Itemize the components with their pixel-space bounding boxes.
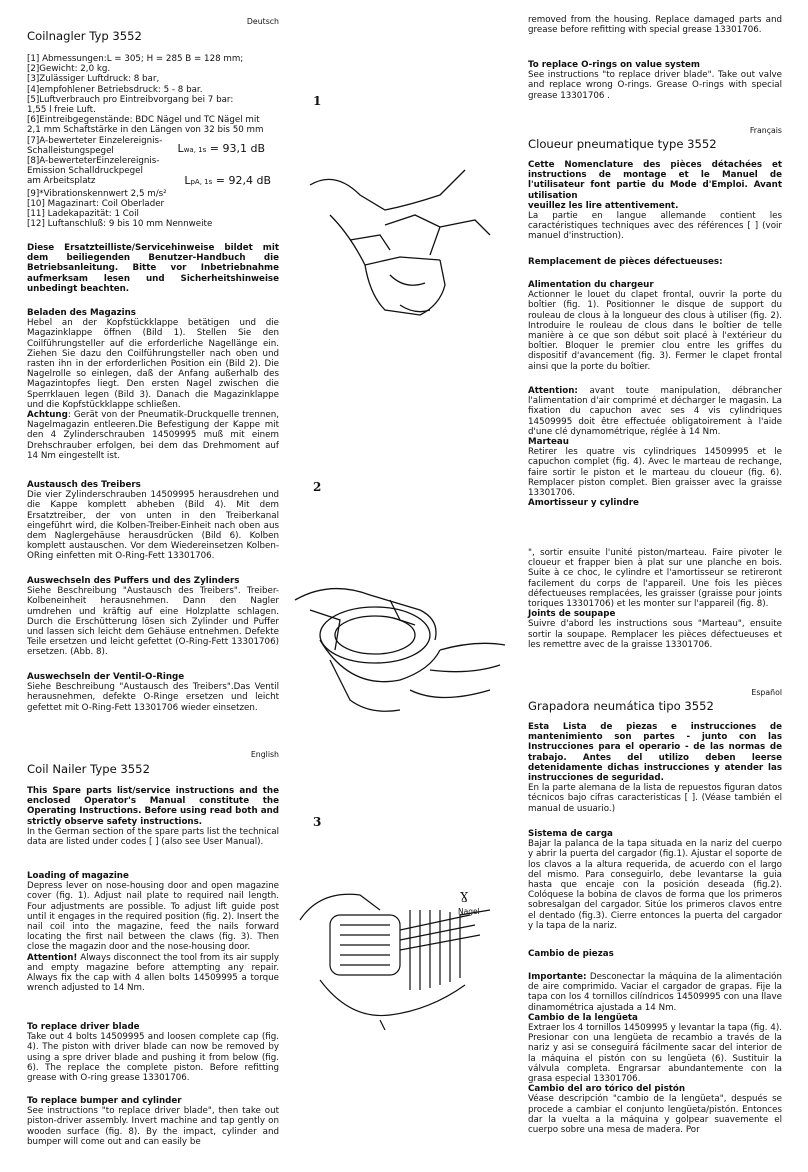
para-es-2: Desconectar la máquina de la alimentación de aire comprimido. Vaciar el cargador de grapas. Fije la tapa con los 4 tornillos cilíndricos 14509995 con una llave dinamométrica ajustada a 14 Nm. bbox=[528, 972, 782, 1013]
para-es-1: Bajar la palanca de la tapa situada en la nariz del cuerpo y abrir la puerta del cargador (fig.1). Ajustar el soporte de los clavos a la altura requerida, de acuerdo con el largo del mismo. Para conseguirlo, debe levantarse la guia hasta que encaje con la posición deseada (fig.2). Colóquese la bobina de clavos de forma que los primeros sobresalgan del cargador. Sitúe los primeros clavos entre el dentado (fig.3). Cierre entonces la puerta del cargador y la tapa de la nariz. bbox=[528, 839, 782, 931]
para-en-3-cont: removed from the housing. Replace damaged parts and grease before refitting with special grease 13301706. bbox=[528, 15, 782, 36]
heading-de-3: Auswechseln des Puffers und des Zylinders bbox=[27, 576, 240, 586]
figure-number-2: 2 bbox=[313, 480, 322, 494]
heading-es-3: Cambio de la lengüeta bbox=[528, 1012, 638, 1023]
spec-line: [1] Abmessungen:L = 305; H = 285 B = 128 mm; bbox=[27, 54, 244, 64]
para-en-2: Take out 4 bolts 14509995 and loosen complete cap (fig. 4). The piston with driver blade can now be removed by using a spre driver blade and pushing it from below (fig. 6). The replace the complete piston. Before refitting grease with O-ring grease 13301706. bbox=[27, 1032, 279, 1084]
para-fr-1: Actionner le louet du clapet frontal, ouvrir la porte du boîtier (fig. 1). Positionner le disque de support du rouleau de clous à la longueur des clous à utiliser (fig. 2). Introduire le rouleau de clous dans le boîtier de telle manière à ce que son début soit placé à l'extérieur du boîtier. Bloquer le premier clou entre les griffes du dispositif d'avancement (fig. 3). Fermer le clapet frontal ainsi que la porte du boîtier. bbox=[528, 290, 782, 372]
heading-fr-4: Joints de soupape bbox=[528, 609, 616, 620]
spec-line: [7]A-bewerteter Einzelereignis- bbox=[27, 135, 163, 146]
spec-line: am Arbeitsplatz bbox=[27, 176, 96, 187]
heading-fr-0: Remplacement de pièces défectueuses: bbox=[528, 257, 723, 267]
lwa-value: Lwa, 1s = 93,1 dB bbox=[177, 141, 265, 155]
para-fr-4: Suivre d'abord les instructions sous "Marteau", ensuite sortir la soupape. Remplacer les pièces défectueuses et les remettre avec de la graisse 13301706. bbox=[528, 619, 782, 650]
para-es-3: Extraer los 4 tornillos 14509995 y levantar la tapa (fig. 4). Presionar con una lengüeta de recambio a través de la nariz y asi se conseguirá fácilmente sacar del interior de la máquina el pistón con su lengüeta (6). Sustituir la válvula completa. Engrarsar abundantemente con la grasa especial 13301706. bbox=[528, 1023, 782, 1085]
para-en-1: Depress lever on nose-housing door and open magazine cover (fig. 1). Adjust nail plate to required nail length. Four adjustments are possible. To adjust lift guide post until it engages in the required position (fig. 2). Insert the nail coil into the magazine, feed the nails forward locating the first nail between the claws (fig. 3). Then close the magazin door and the nose-housing door. bbox=[27, 881, 279, 953]
heading-fr-1: Alimentation du chargeur bbox=[528, 280, 654, 290]
para-de-3: Siehe Beschreibung "Austausch des Treibers". Treiber-Kolbeneinheit herausnehmen. Dann den Nagler umdrehen und kräftig auf eine Holzplatte schlagen. Durch die Erschütterung lösen sich Zylinder und Puffer und lassen sich leicht dem Gehäuse entnehmen. Defekte Teile ersetzen und leicht gefettet (O-Ring-Fett 13301706) ersetzen. (Abb. 8). bbox=[27, 586, 279, 658]
spec-line: [4]empfohlener Betriebsdruck: 5 - 8 bar. bbox=[27, 84, 203, 95]
figure-2-hand-adjusting-coil bbox=[290, 540, 515, 730]
para-de-4: Siehe Beschreibung "Austausch des Treibers".Das Ventil herausnehmen, defekte O-Ringe ersetzen und leicht gefettet mit O-Ring-Fett 13301706 wieder einsetzen. bbox=[27, 682, 279, 713]
para-de-1: Hebel an der Kopfstückklappe betätigen und die Magazinklappe öffnen (Bild 1). Stellen Sie den Coilführungsteller auf die erforderliche Nagellänge ein. Ziehen Sie dazu den Coilführungsteller nach oben und rasten ihn in der erforderlichen Position ein (Bild 2). Die Nagelrolle so einlegen, daß der Anfang außerhalb des Magazintopfes liegt. Den ersten Nagel zwischen die Sperrklauen legen (Bild 3). Danach die Magazinklappe und die Kopfstückklappe schließen. bbox=[27, 318, 279, 410]
intro-en: This Spare parts list/service instructions and the enclosed Operator's Manual constitute the Operating Instructions. Before using read both and strictly observe safety instructions. bbox=[27, 786, 279, 827]
heading-en-3: To replace bumper and cylinder bbox=[27, 1096, 182, 1106]
spec-line: [6]Eintreibgegenstände: BDC Nägel und TC Nägel mit bbox=[27, 115, 260, 126]
para-fr-1b: avant toute manipulation, débrancher l'alimentation d'air comprimé et décharger le magasin. La fixation du capuchon avec ses 4 vis cylindriques 14509995 doit être effectuée obligatoirement à l'aide d'une clé dynamométrique, réglée à 14 Nm. bbox=[528, 386, 782, 437]
label-de-achtung: Achtung bbox=[27, 410, 68, 421]
spec-line: [10] Magazinart: Coil Oberlader bbox=[27, 198, 165, 209]
title-es: Grapadora neumática tipo 3552 bbox=[528, 699, 714, 713]
heading-de-1: Beladen des Magazins bbox=[27, 308, 136, 318]
intro2-en: In the German section of the spare parts list the technical data are listed under codes [ ] (also see User Manual). bbox=[27, 826, 279, 848]
label-fr-attention: Attention: bbox=[528, 386, 578, 396]
figure-3-coil-in-magazine bbox=[290, 870, 515, 1030]
lpa-value: LpA, 1s = 92,4 dB bbox=[184, 174, 271, 188]
spec-line: [5]Luftverbrauch pro Eintreibvorgang bei 7 bar: bbox=[27, 94, 234, 105]
figure-3-label: Nagel bbox=[458, 907, 480, 916]
label-en-attention: Attention! bbox=[27, 952, 78, 963]
spec-line: [9]*Vibrationskennwert 2,5 m/s² bbox=[27, 188, 167, 199]
heading-fr-2: Marteau bbox=[528, 437, 569, 448]
para-en-3: See instructions "to replace driver blade", then take out piston-driver assembly. Invert machine and tap gently on wooden surface (fig. 8). By the impact, cylinder and bumper will come out and can easily be bbox=[27, 1106, 279, 1147]
intro-de: Diese Ersatzteilliste/Servicehinweise bildet mit dem beiliegenden Benutzer-Handbuch die Betriebsanleitung. Bitte vor Inbetriebnahme aufmerksam lesen und Sicherheitshinweise unbedingt beachten. bbox=[27, 243, 279, 294]
figure-1-nailer-open-nose bbox=[290, 165, 515, 325]
spec-line: Emission Schalldruckpegel bbox=[27, 166, 143, 177]
heading-de-4: Auswechseln der Ventil-O-Ringe bbox=[27, 672, 185, 682]
heading-es-4: Cambio del aro tórico del pistón bbox=[528, 1084, 686, 1095]
spec-line: [11] Ladekapazität: 1 Coil bbox=[27, 209, 139, 220]
para-en-4: See instructions "to replace driver blade". Take out valve and replace wrong O-rings. Grease O-rings with special grease 13301706 . bbox=[528, 70, 782, 101]
figure-number-3: 3 bbox=[313, 815, 322, 829]
para-de-2: Die vier Zylinderschrauben 14509995 herausdrehen und die Kappe komplett abheben (Bild 4). Mit dem Ersatztreiber, der von unten in den Treiberkanal eingeführt wird, die Kolben-Treiber-Einheit nach oben aus dem Naglergehäuse herausdrücken (Bild 6). Kolben komplett austauschen. Vor dem Wiedereinsetzen Kolben-ORing einfetten mit O-Ring-Fett 13301706. bbox=[27, 490, 279, 562]
figure-3-marker: Ɣ bbox=[460, 890, 469, 904]
lang-label-es: Español bbox=[751, 688, 782, 697]
title-en: Coil Nailer Type 3552 bbox=[27, 762, 150, 776]
lang-label-fr: Français bbox=[749, 126, 782, 135]
lang-label-de: Deutsch bbox=[246, 17, 279, 26]
intro2-es: En la parte alemana de la lista de repuestos figuran datos técnicos bajo cifras caracteristicas [ ]. (Véase también el manual de usuario.) bbox=[528, 783, 782, 814]
intro-fr: Cette Nomenclature des pièces détachées et instructions de montage et le Manuel de l'utilisateur font partie du Mode d'Emploi. Avant utilisation bbox=[528, 160, 782, 201]
spec-line: 1,55 l freie Luft. bbox=[27, 105, 96, 116]
spec-line: Schalleistungspegel bbox=[27, 145, 114, 156]
heading-en-1: Loading of magazine bbox=[27, 871, 129, 881]
heading-es-1: Sistema de carga bbox=[528, 829, 613, 839]
para-de-1b: : Gerät von der Pneumatik-Druckquelle trennen, Nagelmagazin entleeren.Die Befestigung der Kappe mit den 4 Zylinderschrauben 14509995 muß mit einem Drehschrauber erfolgen, bei dem das Drehmoment auf 14 Nm eingestellt ist. bbox=[27, 410, 279, 461]
para-fr-2: Retirer les quatre vis cylindriques 14509995 et le capuchon complet (fig. 4). Avec le marteau de rechange, faire sortir le piston et le marteau du cloueur (fig. 6). Remplacer piston complet. Bien graisser avec la graisse 13301706. bbox=[528, 447, 782, 499]
intro-fr-b: veuillez les lire attentivement. bbox=[528, 200, 679, 211]
spec-line: [8]A-bewerteterEinzelereignis- bbox=[27, 156, 160, 167]
title-fr: Cloueur pneumatique type 3552 bbox=[528, 137, 717, 151]
para-en-1b: Always disconnect the tool from its air supply and empty magazine before attempting any repair. Always fix the cap with 4 allen bolts 14509995 a torque wrench adjusted to 14 Nm. bbox=[27, 952, 279, 994]
heading-en-4: To replace O-rings on value system bbox=[528, 60, 700, 70]
intro2-fr: La partie en langue allemande contient les caractéristiques techniques avec des références [ ] (voir manuel d'instruction). bbox=[528, 211, 782, 242]
specs-de bbox=[27, 54, 279, 229]
label-es-importante: Importante: bbox=[528, 972, 587, 982]
intro-es: Esta Lista de piezas e instrucciones de mantenimiento son partes - junto con las Instrucciones para el operario - de las normas de trabajo. Antes del utilizo deben leerse detenidamente dichas instrucciones y atender las instrucciones de seguridad. bbox=[528, 722, 782, 784]
spec-line: [3]Zulässiger Luftdruck: 8 bar, bbox=[27, 74, 160, 85]
figure-number-1: 1 bbox=[313, 94, 322, 108]
heading-es-2: Cambio de piezas bbox=[528, 949, 614, 959]
spec-line: [12] Luftanschluß: 9 bis 10 mm Nennweite bbox=[27, 219, 213, 230]
heading-fr-3: Amortisseur y cylindre bbox=[528, 498, 639, 509]
para-es-4: Véase descripción "cambio de la lengüeta", después se procede a cambiar el conjunto lengüeta/pistón. Entonces dar la vuelta a la máquina y golpear suavemente el cuerpo sobre una mesa de madera. Por bbox=[528, 1094, 782, 1136]
heading-en-2: To replace driver blade bbox=[27, 1022, 140, 1032]
lang-label-en: English bbox=[250, 750, 279, 759]
spec-line: [2]Gewicht: 2,0 kg. bbox=[27, 64, 111, 75]
para-fr-3: ", sortir ensuite l'unité piston/marteau. Faire pivoter le cloueur et frapper bien à plat sur une planche en bois. Suite à ce choc, le cylindre et l'amortisseur se retireront facilement du corps de l'appareil. Une fois les pièces défectueuses remplacées, les graisser (graisse pour joints toriques 13301706) et les monter sur l'appareil (fig. 8). bbox=[528, 548, 782, 610]
title-de: Coilnagler Typ 3552 bbox=[27, 29, 142, 43]
spec-line: 2,1 mm Schaftstärke in den Längen von 32 bis 50 mm bbox=[27, 125, 264, 136]
heading-de-2: Austausch des Treibers bbox=[27, 480, 141, 490]
